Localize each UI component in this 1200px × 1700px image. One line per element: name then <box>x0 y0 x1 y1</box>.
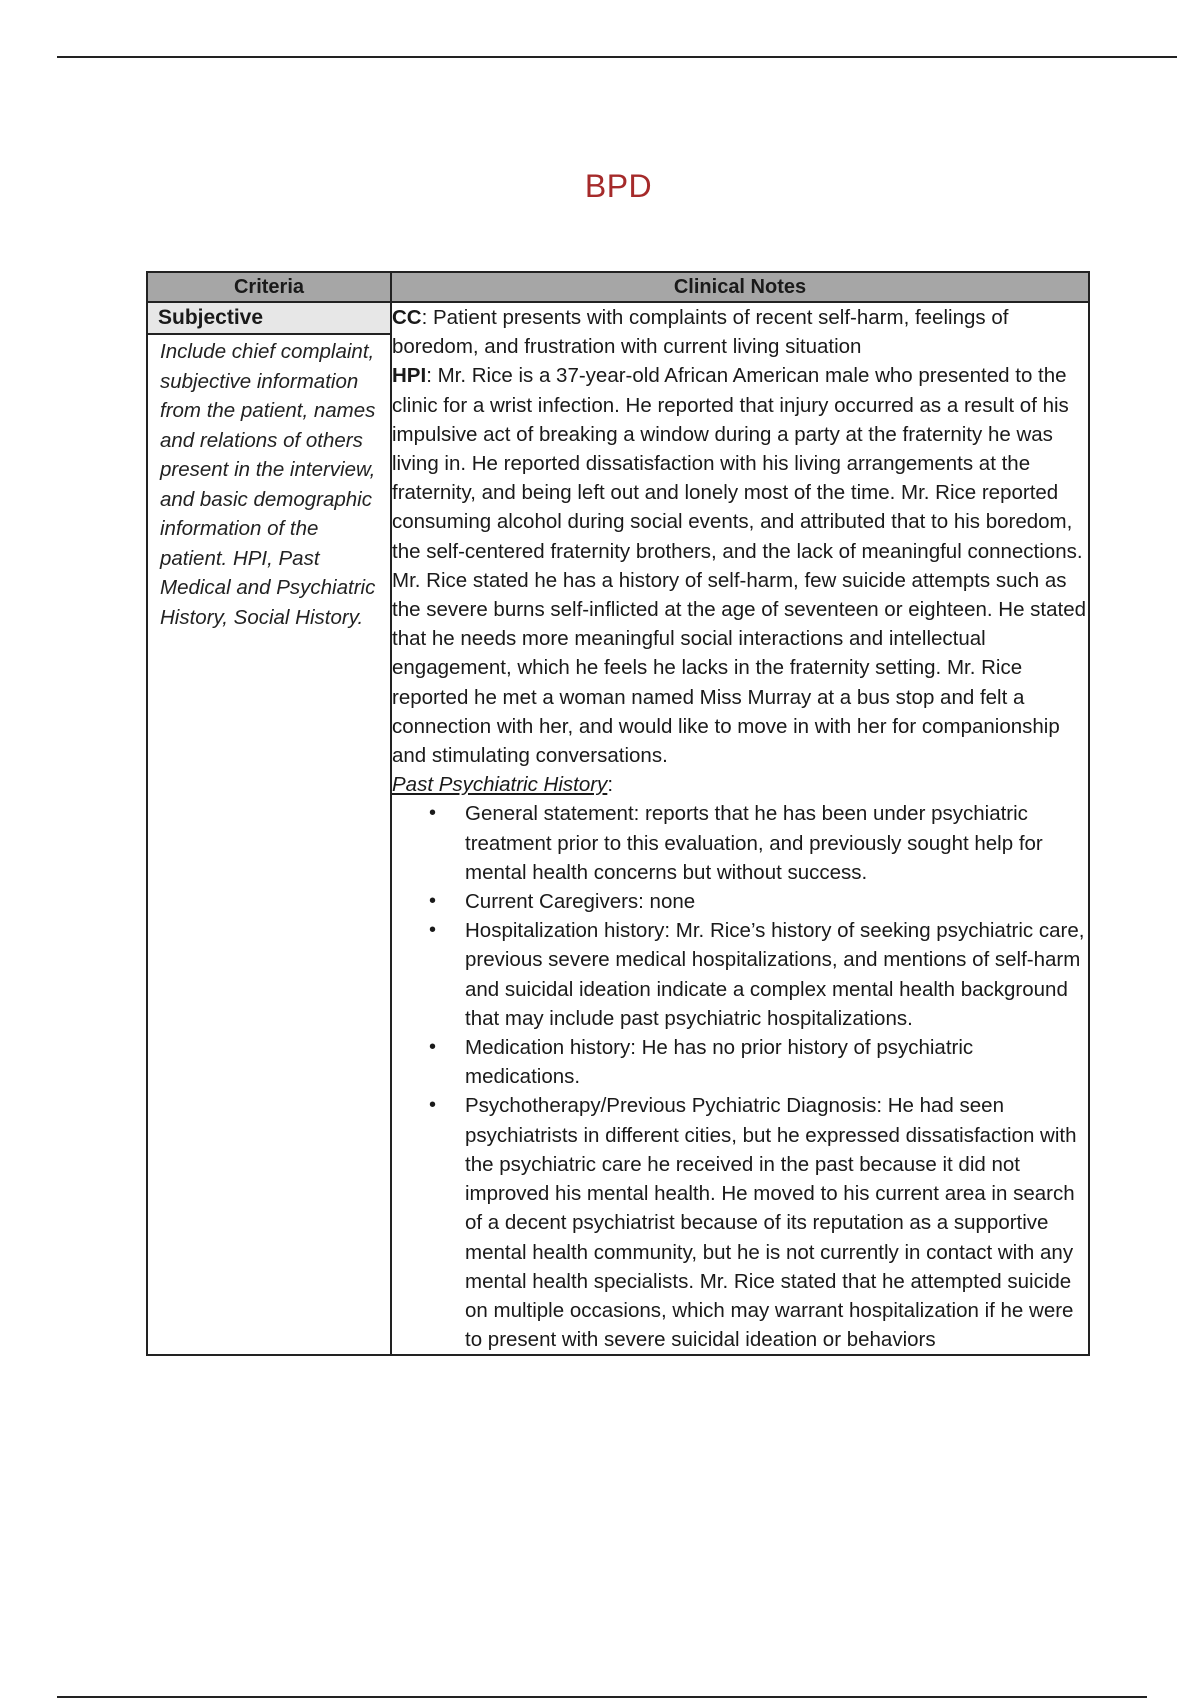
criteria-header: Criteria <box>147 272 391 302</box>
subjective-description: Include chief complaint, subjective information from the patient, names and relations of others present in the interview, and basic demographic information of the patient. HPI, Past Medical and Psychiatric History, Social History. <box>160 340 376 629</box>
list-item-text: Current Caregivers: none <box>465 890 696 914</box>
bullet-icon: • <box>429 919 437 942</box>
hpi-text: : Mr. Rice is a 37-year-old African American male who presented to the clinic for a wrist infection. He reported that injury occurred as a result of his impulsive act of breaking a window during a party at the fraternity he was living in. He reported dissatisfaction with his living arrangements at the fraternity, and being left out and lonely most of the time. Mr. Rice reported consuming alcohol during social events, and attributed that to his boredom, the self-centered fraternity brothers, and the lack of meaningful connections. Mr. Rice stated he has a history of self-harm, few suicide attempts such as the severe burns self-inflicted at the age of seventeen or eighteen. He stated that he needs more meaningful social interactions and intellectual engagement, which he feels he lacks in the fraternity setting. Mr. Rice reported he met a woman named Miss Murray at a bus stop and felt a connection with her, and would like to move in with her for companionship and stimulating conversations. <box>392 364 1087 768</box>
list-item <box>429 799 1088 887</box>
list-item-text: Psychotherapy/Previous Pychiatric Diagnosis: He had seen psychiatrists in different cities, but he expressed dissatisfaction with the psychiatric care he received in the past because it did not improved his mental health. He moved to his current area in search of a decent psychiatrist because of its reputation as a supportive mental health community, but he is not currently in contact with any mental health specialists. Mr. Rice stated that he attempted suicide on multiple occasions, which may warrant hospitalization if he were to present with severe suicidal ideation or behaviors <box>465 1094 1077 1352</box>
list-item-text: Hospitalization history: Mr. Rice’s history of seeking psychiatric care, previous severe medical hospitalizations, and mentions of self-harm and suicidal ideation indicate a complex mental health background that may include past psychiatric hospitalizations. <box>465 919 1085 1030</box>
past-psych-list <box>392 799 1088 1354</box>
bullet-icon: • <box>429 890 437 913</box>
list-item-text: General statement: reports that he has been under psychiatric treatment prior to this evaluation, and previously sought help for mental health concerns but without success. <box>465 802 1043 884</box>
hpi-label: HPI <box>392 364 427 388</box>
chief-complaint <box>392 303 1088 361</box>
past-psych-title: Past Psychiatric History <box>392 773 608 797</box>
bullet-icon: • <box>429 802 437 825</box>
cc-text: : Patient presents with complaints of recent self-harm, feelings of boredom, and frustration with current living situation <box>392 306 1009 359</box>
past-psych-colon: : <box>607 773 614 797</box>
past-psych-heading <box>392 770 1088 799</box>
subjective-label: Subjective <box>148 303 390 335</box>
cc-label: CC <box>392 306 422 329</box>
header-rule <box>57 56 1177 58</box>
bullet-icon: • <box>429 1036 437 1059</box>
list-item <box>429 887 1088 916</box>
list-item-text: Medication history: He has no prior history of psychiatric medications. <box>465 1036 974 1089</box>
list-item <box>429 1033 1088 1091</box>
subjective-row <box>147 302 1089 1355</box>
footer-rule <box>57 1696 1147 1698</box>
criteria-cell <box>147 302 391 1355</box>
clinical-notes-table <box>146 271 1090 1356</box>
list-item <box>429 1091 1088 1354</box>
document-title: BPD <box>584 168 653 204</box>
hpi <box>392 361 1088 770</box>
bullet-icon: • <box>429 1094 437 1117</box>
table-header-row <box>147 272 1089 302</box>
clinical-notes-header: Clinical Notes <box>391 272 1089 302</box>
notes-cell <box>391 302 1089 1355</box>
list-item <box>429 916 1088 1033</box>
